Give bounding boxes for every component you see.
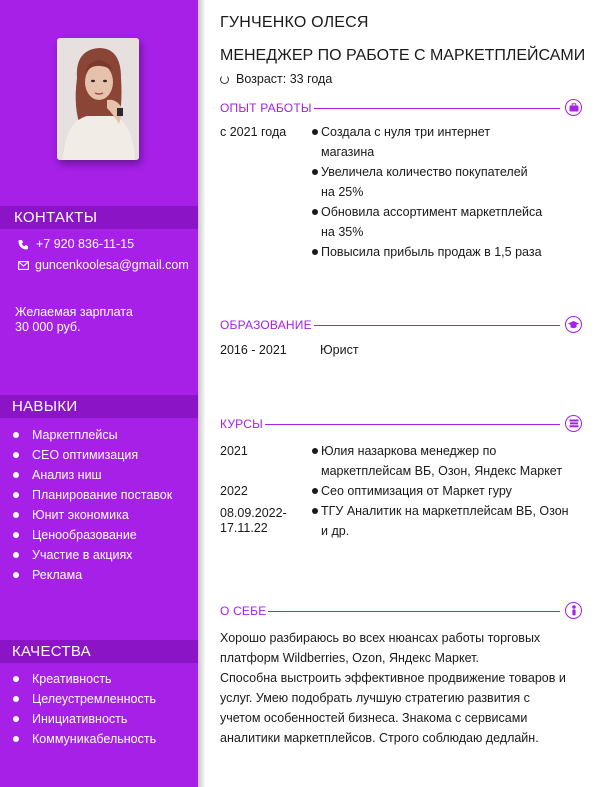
books-icon [565, 415, 582, 432]
full-name: ГУНЧЕНКО ОЛЕСЯ [220, 14, 369, 31]
skills-list [12, 425, 172, 585]
item-line: Создала с нуля три интернет [321, 125, 491, 139]
divider [220, 424, 560, 425]
item-line: Обновила ассортимент маркетплейса [321, 205, 543, 219]
contacts-title: КОНТАКТЫ [14, 209, 98, 226]
course-date: 2021 [220, 444, 248, 458]
item-line: Увеличела количество покупателей [321, 165, 528, 179]
phone-number: +7 920 836-11-15 [36, 237, 135, 251]
list-item: Инициативность [12, 709, 156, 729]
about-line: учетом особенностей бизнеса. Знакома с сервисами [220, 711, 528, 725]
age-row [220, 72, 332, 86]
experience-list [312, 122, 542, 262]
list-item: Коммуникабельность [12, 729, 156, 749]
skills-title: НАВЫКИ [12, 398, 78, 415]
list-item: Маркетплейсы [12, 425, 172, 445]
list-item [312, 122, 542, 162]
item-line: Юлия назаркова менеджер по [321, 444, 497, 458]
education-title: ОБРАЗОВАНИЕ [220, 318, 312, 332]
graduation-cap-icon [565, 316, 582, 333]
item-line: ТГУ Аналитик на маркетплейсам ВБ, Озон [321, 504, 569, 518]
list-item: Ценообразование [12, 525, 172, 545]
item-line: на 25% [321, 185, 364, 199]
skills-header [0, 395, 198, 418]
courses-section-header [220, 416, 582, 434]
course-date: 2022 [220, 484, 248, 498]
salary-value: 30 000 руб. [15, 320, 81, 334]
list-item: Целеустремленность [12, 689, 156, 709]
item-line: на 35% [321, 225, 364, 239]
job-title: МЕНЕДЖЕР ПО РАБОТЕ С МАРКЕТПЛЕЙСАМИ [220, 47, 586, 64]
portrait-image [57, 38, 139, 160]
salary-label: Желаемая зарплата [15, 305, 133, 319]
education-section-header [220, 317, 582, 335]
sidebar-shadow [198, 0, 206, 787]
about-title: О СЕБЕ [220, 604, 267, 618]
loading-ring-icon [220, 75, 229, 84]
list-item [312, 202, 542, 242]
course-date: 08.09.2022- [220, 506, 287, 520]
list-item [312, 242, 542, 262]
item-line: и др. [321, 524, 350, 538]
list-item: Анализ ниш [12, 465, 172, 485]
list-item: Участие в акциях [12, 545, 172, 565]
qualities-header [0, 640, 198, 663]
about-line: Хорошо разбираюсь во всех нюансах работы торговых [220, 631, 541, 645]
experience-period: с 2021 года [220, 125, 287, 139]
education-period: 2016 - 2021 [220, 343, 287, 357]
divider [220, 611, 560, 612]
list-item: СЕО оптимизация [12, 445, 172, 465]
list-item [312, 501, 569, 541]
qualities-list [12, 669, 156, 749]
item-line: Сео оптимизация от Маркет гуру [321, 484, 512, 498]
list-item [312, 481, 569, 501]
about-line: платформ Wildberries, Ozon, Яндекс Маркет. [220, 651, 479, 665]
briefcase-icon [565, 99, 582, 116]
person-info-icon [565, 602, 582, 619]
about-line: аналитики маркетплейсов. Строго соблюдаю дедлайн. [220, 731, 539, 745]
about-line: Способна выстроить эффективное продвижение товаров и [220, 671, 566, 685]
item-line: магазина [321, 145, 375, 159]
age-text: Возраст: 33 года [236, 72, 333, 86]
experience-section-header [220, 100, 582, 118]
qualities-title: КАЧЕСТВА [12, 643, 91, 660]
about-section-header [220, 603, 582, 621]
list-item: Креативность [12, 669, 156, 689]
about-text [220, 628, 588, 748]
courses-list [312, 441, 569, 541]
list-item: Реклама [12, 565, 172, 585]
item-line: Повысила прибыль продаж в 1,5 раза [321, 245, 542, 259]
phone-row[interactable] [18, 237, 134, 251]
email-row[interactable] [18, 258, 189, 272]
profile-photo [57, 38, 139, 160]
list-item: Планирование поставок [12, 485, 172, 505]
experience-title: ОПЫТ РАБОТЫ [220, 101, 312, 115]
email-address: guncenkoolesa@gmail.com [35, 258, 189, 272]
phone-icon [18, 239, 28, 250]
list-item [312, 162, 542, 202]
item-line: маркетплейсам ВБ, Озон, Яндекс Маркет [321, 464, 563, 478]
about-line: услуг. Умею подобрать лучшую стратегию развития с [220, 691, 530, 705]
courses-title: КУРСЫ [220, 417, 263, 431]
list-item [312, 441, 569, 481]
list-item: Юнит экономика [12, 505, 172, 525]
mail-icon [18, 261, 29, 270]
contacts-header [0, 206, 198, 229]
education-degree: Юрист [320, 343, 359, 357]
course-date: 17.11.22 [220, 521, 268, 535]
